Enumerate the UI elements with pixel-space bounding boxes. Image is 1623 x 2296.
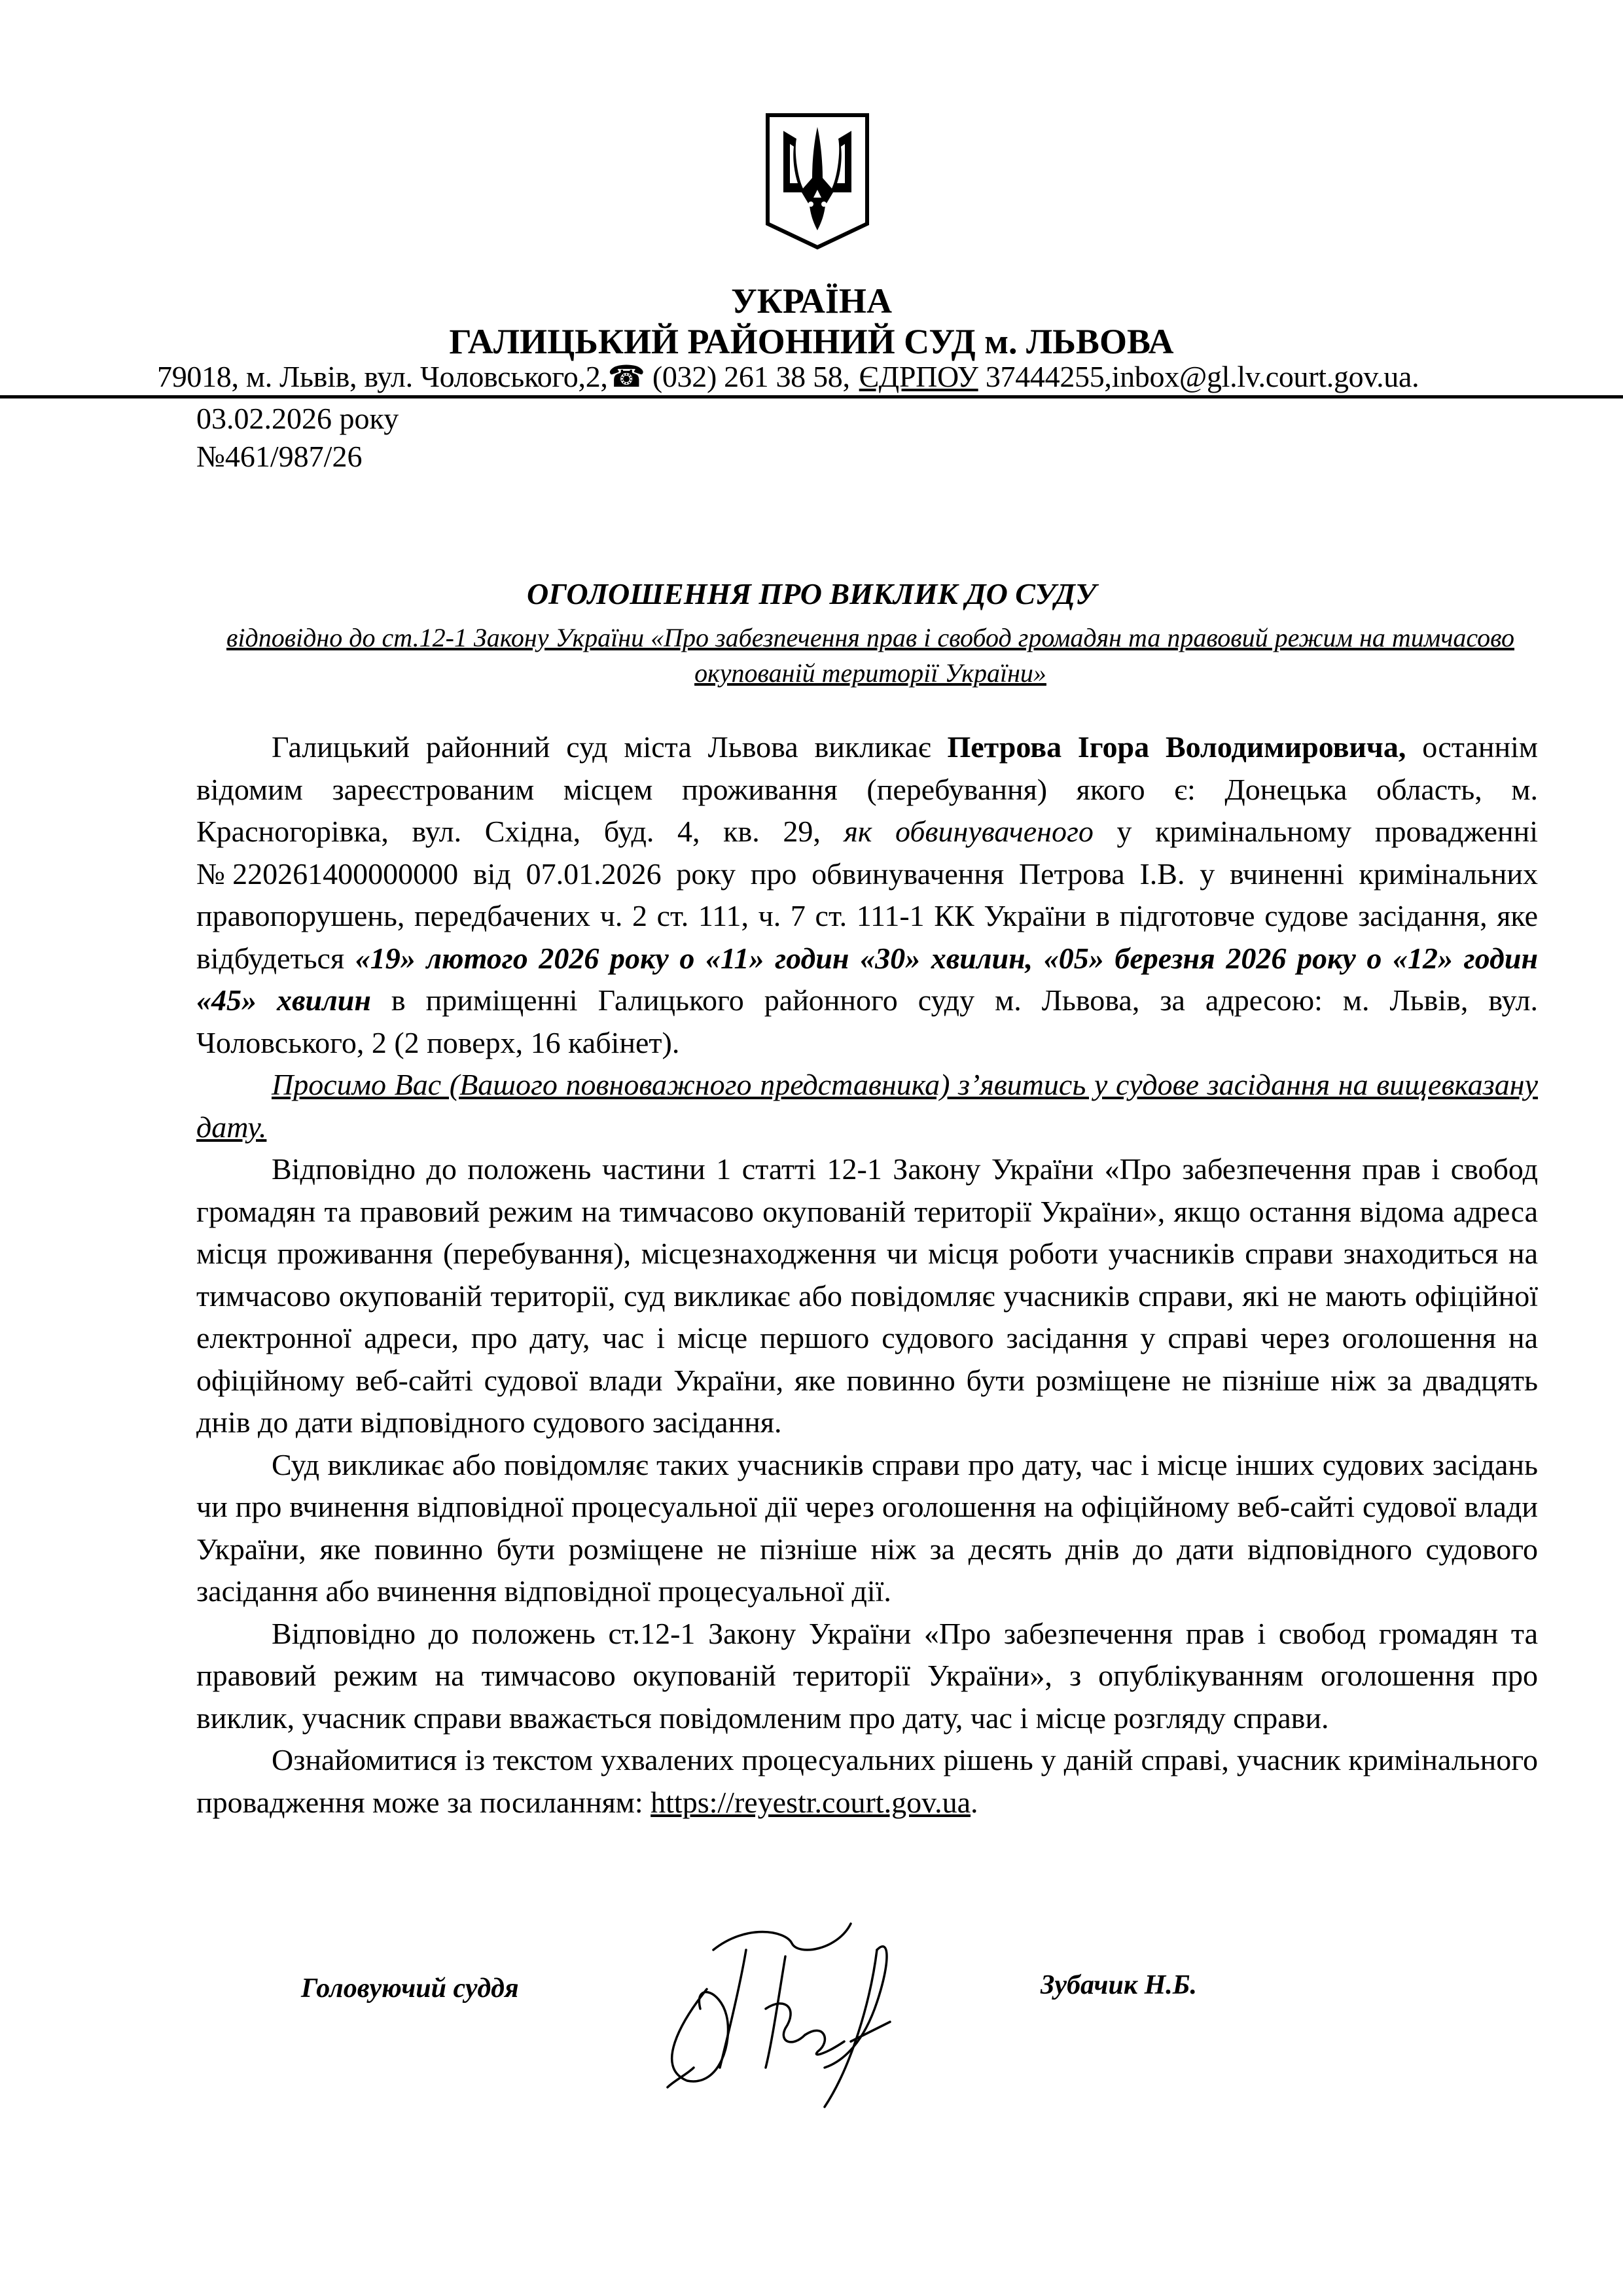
tryzub-coat-of-arms-icon	[764, 113, 871, 250]
registration-number: №461/987/26	[196, 440, 363, 473]
registry-paragraph: Ознайомитися із текстом ухвалених процесуальних рішень у даній справі, учасник кримінального провадження може за посиланням: https://reyestr.court.gov.ua.	[196, 1743, 1538, 1819]
legal-paragraph-3: Відповідно до положень ст.12-1 Закону України «Про забезпечення прав і свобод громадян та правовий режим на тимчасово окупованій території України», з опублікуванням оголошення про виклик, учасник справи вважається повідомленим про дату, час і місце розгляду справи.	[196, 1616, 1538, 1735]
court-contacts	[157, 359, 1590, 395]
telephone-icon: ☎	[607, 360, 645, 393]
country-heading: УКРАЇНА	[731, 281, 892, 321]
edrpou-and-email: 37444255,inbox@gl.lv.court.gov.ua.	[985, 360, 1419, 393]
header-divider	[0, 395, 1623, 398]
appearance-request: Просимо Вас (Вашого повноважного представника) з’явитись у судове засідання на вищевказану дату.	[196, 1068, 1538, 1144]
presiding-judge-label: Головуючий суддя	[301, 1973, 519, 2004]
accused-name: Петрова Ігора Володимировича,	[947, 730, 1406, 764]
document-date: 03.02.2026 року	[196, 402, 399, 435]
legal-paragraph-2: Суд викликає або повідомляє таких учасників справи про дату, час і місце інших судових засідань чи про вчинення відповідної процесуальної дії через оголошення на офіційному веб-сайті судової влади України, яке повинно бути розміщене не пізніше ніж за десять днів до дати відповідного судового засідання або вчинення відповідної процесуальної дії.	[196, 1447, 1538, 1608]
procedural-role: як обвинуваченого	[844, 815, 1094, 848]
legal-paragraph-1: Відповідно до положень частини 1 статті 12-1 Закону України «Про забезпечення прав і свобод громадян та правовий режим на тимчасово окупованій території України», якщо остання відома адреса місця проживання (перебування), місцезнаходження чи місця роботи учасників справи знаходиться на тимчасово окупованій території, суд викликає або повідомляє учасників справи, які не мають офіційної електронної адреси, про дату, час і місце першого судового засідання у справі через оголошення на офіційному веб-сайті судової влади України, яке повинно бути розміщене не пізніше ніж за двадцять днів до дати відповідного судового засідання.	[196, 1152, 1538, 1439]
handwritten-signature-icon	[628, 1911, 969, 2120]
registry-link[interactable]: https://reyestr.court.gov.ua	[651, 1785, 971, 1819]
edrpou-label: ЄДРПОУ	[859, 360, 978, 393]
court-address: 79018, м. Львів, вул. Чоловського,2,	[157, 360, 608, 393]
summons-paragraph: Галицький районний суд міста Львова викликає Петрова Ігора Володимировича, останнім відомим зареєстрованим місцем проживання (перебування) якого є: Донецька область, м. Красногорівка, вул. Східна, буд. 4, кв. 29, як обвинуваченого у кримінальному провадженні №220261400000000 від 07.01.2026 року про обвинувачення Петрова І.В. у вчиненні кримінальних правопорушень, передбачених ч. 2 ст. 111, ч. 7 ст. 111-1 КК України в підготовче судове засідання, яке відбудеться «19» лютого 2026 року о «11» годин «30» хвилин, «05» березня 2026 року о «12» годин «45» хвилин в приміщенні Галицького районного суду м. Львова, за адресою: м. Львів, вул. Чоловського, 2 (2 поверх, 16 кабінет).	[196, 730, 1538, 1059]
hearing-dates: «19» лютого 2026 року о «11» годин «30» хвилин, «05» березня 2026 року о «12» годин «45» хвилин	[196, 941, 1538, 1017]
notice-body	[196, 726, 1538, 1824]
court-phone: (032) 261 38 58,	[652, 360, 850, 393]
notice-title: ОГОЛОШЕННЯ ПРО ВИКЛИК ДО СУДУ	[527, 577, 1096, 610]
notice-legal-basis: відповідно до ст.12-1 Закону України «Про забезпечення прав і свобод громадян та правовий режим на тимчасово окупованій території України»	[226, 623, 1515, 688]
court-name-heading: ГАЛИЦЬКИЙ РАЙОННИЙ СУД м. ЛЬВОВА	[449, 322, 1174, 361]
judge-name: Зубачик Н.Б.	[1041, 1970, 1197, 2000]
